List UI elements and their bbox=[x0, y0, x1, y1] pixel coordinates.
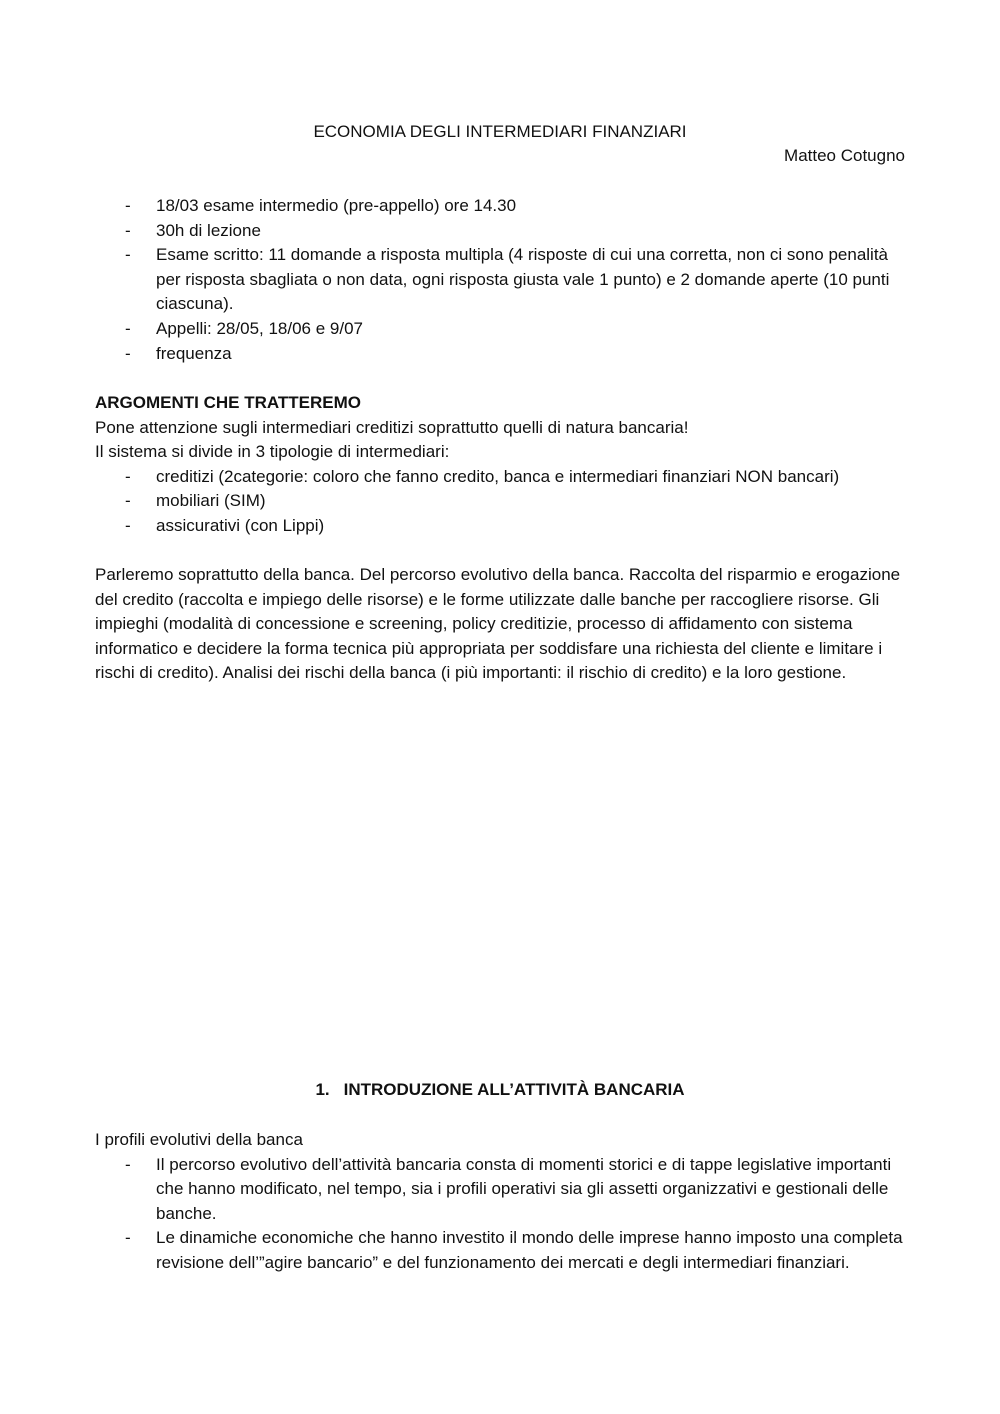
overview-paragraph: Parleremo soprattutto della banca. Del percorso evolutivo della banca. Raccolta del risparmio e erogazione del credito (raccolta e impiego delle risorse) e le forme utilizzate dalle banche per raccogliere risorse. Gli impieghi (modalità di concessione e screening, policy creditizie, processo di affidamento con sistema informatico e decidere la forma tecnica più appropriata per soddisfare una richiesta del cliente e limitare i rischi di credito). Analisi dei rischi della banca (i più importanti: il rischio di credito) e la loro gestione. bbox=[95, 565, 901, 683]
intermediary-types-list bbox=[95, 465, 905, 539]
list-item: - frequenza bbox=[95, 342, 905, 367]
author-name: Matteo Cotugno bbox=[784, 146, 905, 165]
section-list bbox=[95, 1153, 905, 1276]
list-item: - 18/03 esame intermedio (pre-appello) ore 14.30 bbox=[95, 194, 905, 219]
section-number: 1. bbox=[315, 1080, 330, 1099]
section-title: INTRODUZIONE ALL’ATTIVITÀ BANCARIA bbox=[343, 1080, 685, 1099]
exam-info-block bbox=[95, 194, 905, 366]
document-title: ECONOMIA DEGLI INTERMEDIARI FINANZIARI bbox=[313, 122, 687, 141]
list-item: - Il percorso evolutivo dell’attività bancaria consta di momenti storici e di tappe legislative importanti che hanno modificato, nel tempo, sia i profili operativi sia gli assetti organizzativi e gestionali delle banche. bbox=[95, 1153, 905, 1227]
list-item: - 30h di lezione bbox=[95, 219, 905, 244]
list-item: - Appelli: 28/05, 18/06 e 9/07 bbox=[95, 317, 905, 342]
list-item: - assicurativi (con Lippi) bbox=[95, 514, 905, 539]
topics-block bbox=[95, 391, 905, 539]
exam-info-list bbox=[95, 194, 905, 366]
topics-line: Pone attenzione sugli intermediari creditizi soprattutto quelli di natura bancaria! bbox=[95, 417, 689, 437]
overview-paragraph-block bbox=[95, 563, 905, 686]
section-body bbox=[95, 1128, 905, 1276]
list-item: - mobiliari (SIM) bbox=[95, 489, 905, 514]
topics-line: Il sistema si divide in 3 tipologie di intermediari: bbox=[95, 442, 450, 462]
list-item: - creditizi (2categorie: coloro che fanno credito, banca e intermediari finanziari NON bancari) bbox=[95, 465, 905, 490]
topics-heading: ARGOMENTI CHE TRATTEREMO bbox=[95, 393, 362, 412]
list-item: - Le dinamiche economiche che hanno investito il mondo delle imprese hanno imposto una completa revisione dell’”agire bancario” e del funzionamento dei mercati e degli intermediari finanziari. bbox=[95, 1226, 905, 1275]
list-item: - Esame scritto: 11 domande a risposta multipla (4 risposte di cui una corretta, non ci sono penalità per risposta sbagliata o non data, ogni risposta giusta vale 1 punto) e 2 domande aperte (10 punti ciascuna). bbox=[95, 243, 905, 317]
section-subtitle: I profili evolutivi della banca bbox=[95, 1130, 303, 1149]
section-heading bbox=[0, 1080, 1000, 1100]
